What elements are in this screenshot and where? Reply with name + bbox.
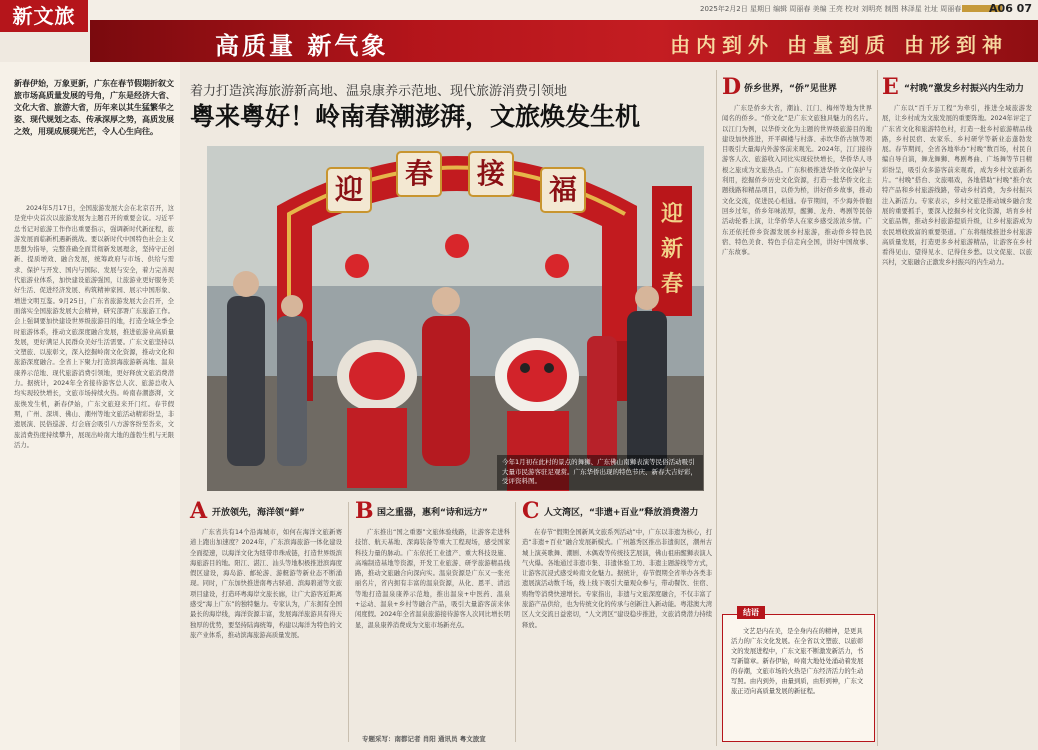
lead-intro: 新春伊始，万象更新，广东在春节假期折叙文旅市场高质量发展的号角，广东是经济大省、文化大省、旅游大省，历年来以其生猛繁华之姿、现代规划之态、传承深厚之势，高质发展之效，用现成展现光芒，令人心生向往。 [14,79,174,136]
section-body: 广东是侨乡大省，潮汕、江门、梅州等地为世界闻名的侨乡。“侨文化”是广东文旅独具魅力的名片。以江门为例，以华侨文化为主题的世界级旅游目的地建设加快推进，开平碉楼与村落、赤坎华侨古镇等项目吸引大量海内外游客前来观光。2024年，江门接待游客人次、旅游收入同比实现较快增长，华侨华人寻根之旅成为文旅热点。广东积极推进华侨文化保护与利用，挖掘侨乡历史文化资源，打造一批华侨文化主题线路和精品项目，以侨为桥，讲好侨乡故事，推动文化交流，促进民心相通。春节期间，不少海外侨胞回乡过年，侨乡年味浓厚，醒狮、龙舟、粤剧等民俗活动轮番上演，让华侨华人在家乡感受浓浓乡情。广东还依托侨乡资源发展乡村旅游，推动侨乡特色民宿、特色美食、特色手信走向全国，讲好中国故事、广东故事。 [722,105,872,257]
lead-column [0,62,180,750]
conclusion-tag: 结语 [737,606,765,619]
arch-char-4: 福 [548,173,578,206]
newspaper-logo: 新文旅 [0,0,88,32]
section-letter: A [190,498,208,524]
side-sign-char-2: 新 [660,236,684,262]
section-letter: C [522,498,540,524]
section-title: 国之重器，惠利“诗和远方” [377,508,488,518]
conclusion-box [722,614,875,742]
section-title: “村晚”激发乡村振兴内生动力 [904,84,1024,94]
section-c [522,500,712,745]
section-b [355,500,510,745]
column-divider [515,502,516,742]
column-divider [348,502,349,742]
section-body: 在春节“假期全国新风文旅系列活动”中，广东以非遗为核心，打造“非遗+百业”融合发展新模式。广州越秀区推出非遗街区，潮州古城上演英歌舞、潮剧、木偶戏等传统技艺展演，佛山祖庙醒狮表演人气火爆。各地通过非遗市集、非遗体验工坊、非遗主题游线等方式，让游客沉浸式感受岭南文化魅力。据统计，春节假期全省举办各类非遗展演活动数千场，线上线下吸引大量观众参与，带动餐饮、住宿、购物等消费快速增长。专家指出，非遗与文旅深度融合，不仅丰富了旅游产品供给，也为传统文化的传承与创新注入新动能。粤港澳大湾区人文交流日益密切，“人文湾区”建设稳步推进，文旅消费潜力持续释放。 [522,529,712,629]
section-title: 开放领先，海洋领“鲜” [212,508,305,518]
section-body: 广东省共有14个沿海城市，如何在海洋文旅新赛道上跑出加速度？2024年，广东滨海旅游一体化建设全面提速，以海洋文化为纽带串珠成链，打造世界级滨海旅游目的地。阳江、湛江、汕头等地积极推进滨海度假区建设，海岛游、邮轮游、游艇游等新业态不断涌现。同时，广东加快推进南粤古驿道、滨海碧道等文旅项目建设，打造环粤海岸文旅长廊，让广大游客近距离感受“海上广东”的独特魅力。专家认为，广东拥有全国最长的海岸线，海洋资源丰富，发展海洋旅游具有得天独厚的优势，要坚持陆海统筹，构建以海洋为特色的文旅产业体系，推动滨海旅游高质量发展。 [190,529,342,639]
arch-char-1: 迎 [334,173,364,206]
section-d [722,76,872,576]
section-e [882,76,1032,746]
section-title: 人文湾区，“非遗+百业”释放消费潜力 [544,508,699,518]
arch-char-2: 春 [404,157,434,190]
side-sign-char-1: 迎 [660,201,684,227]
main-headline: 粤来粤好！岭南春潮澎湃，文旅焕发生机 [190,102,641,131]
conclusion-text: 文艺是内在美，是全身内在的精神，是更具活力的广东文化发展。在全省以文塑旅、以旅彰文的发展进程中，广东文旅不断激发新活力，书写新篇章。新春伊始，岭南大地处处涌动着发展的春潮，文旅市场的火热是广东经济活力的生动写照。由内到外，由量到质，由形到神，广东文旅正迈向高质量发展的新征程。 [731,628,864,695]
dateline: 2025年2月2日 星期日 编辑 周丽春 美编 王亮 校对 刘明亮 制图 林泽星 社址 周丽春 [700,5,962,13]
section-letter: E [882,74,899,100]
column-divider [877,70,878,746]
section-banner [90,20,1038,62]
lion-dance-photo [207,146,704,491]
column-divider [716,70,717,746]
photo-caption: 今年1月初在此村的景点的舞狮、广东佛山南狮表演等民俗活动吸引大量市民游客驻足观赏。广东华侨出现的特色节庆、新春大吉好彩，受评资料图。 [497,455,703,490]
section-letter: B [355,498,374,524]
side-sign-char-3: 春 [660,271,684,297]
section-body: 广东以“百千万工程”为牵引，推进全域旅游发展，让乡村成为文旅发展的重要阵地。2024年评定了广东省文化和旅游特色村，打造一批乡村旅游精品线路，乡村民宿、农家乐、乡村研学等新业态蓬勃发展。春节期间，全省各地举办“村晚”数百场，村民自编自导自演，舞龙舞狮、粤剧粤曲、广场舞等节目精彩纷呈，吸引众多游客前来观看，成为乡村文旅新名片。“村晚”搭台、文旅唱戏，各地借助“村晚”推介农特产品和乡村旅游线路，带动乡村消费，为乡村振兴注入新活力。专家表示，乡村文旅是推动城乡融合发展的重要抓手，要深入挖掘乡村文化资源，培育乡村文旅品牌，推动乡村旅游提质升级，让乡村旅游成为农民增收致富的重要渠道。广东将继续推进乡村旅游高质量发展，打造更多乡村旅游精品，让游客在乡村看得见山、望得见水、记得住乡愁。以文促旅、以旅兴村，文旅融合正激发乡村振兴的内生动力。 [882,105,1032,267]
section-body: 广东推出“国之重器”文旅体验线路，让游客走进科技馆、航天基地、深海装备等重大工程现场，感受国家科技力量的脉动。广东依托工业遗产、重大科技设施、高端制造基地等资源，开发工业旅游、研学旅游精品线路，推动文旅融合向深向实。温泉资源是广东又一张亮丽名片，省内拥有丰富的温泉资源，从化、恩平、清远等地打造温泉康养示范地，推出温泉+中医药、温泉+运动、温泉+乡村等融合产品，吸引大量游客前来休闲度假。2024年全省温泉旅游接待游客人次同比增长明显，温泉康养消费成为文旅市场新亮点。 [355,529,510,629]
credits-line: 专题采写：南都记者 肖阳 通讯员 粤文旅宣 [362,735,486,743]
lead-body: 2024年5月17日，全国旅游发展大会在北京召开，这是党中央首次以旅游发展为主题召开的重要会议。习近平总书记对旅游工作作出重要指示，强调新时代新征程，旅游发展面临新机遇新挑战。要以新时代中国特色社会主义思想为指导，完整准确全面贯彻新发展理念，坚持守正创新、提质增效、融合发展，统筹政府与市场、供给与需求、保护与开发、国内与国际、发展与安全，着力完善现代旅游业体系，加快建设旅游强国，让旅游业更好服务美好生活、促进经济发展、构筑精神家园、展示中国形象、增进文明互鉴。9月25日，广东省旅游发展大会召开，全面落实全国旅游发展大会精神，研究部署广东旅游工作。会上强调要加快建设世界级旅游目的地，打造全域全季全时旅游体系，推动文旅深度融合发展，推进旅游业高质量发展，更好满足人民群众美好生活需要。广东文旅坚持以文塑旅、以旅彰文，深入挖掘岭南文化资源，推动文化和旅游深度融合。全省上下聚力打造滨海旅游新高地、温泉康养示范地、现代旅游消费引领地，更好释放文旅消费潜力。据统计，2024年全省接待游客总人次、旅游总收入均实现较快增长，文旅市场持续火热。岭南春潮澎湃，文旅焕发生机，新春伊始，广东文旅迎来开门红。春节假期，广州、深圳、佛山、潮州等地文旅活动精彩纷呈，非遗展演、民俗巡游、灯会庙会吸引八方游客纷至沓来，文旅消费热度持续攀升，展现出岭南大地的蓬勃生机与无限活力。 [14,205,174,449]
photo-illustration [207,146,704,491]
section-letter: D [722,74,742,100]
section-title: 侨乡世界，“侨”见世界 [744,84,837,94]
banner-slogan-left: 高质量 新气象 [215,31,389,60]
headline-kicker: 着力打造滨海旅游新高地、温泉康养示范地、现代旅游消费引领地 [190,84,568,99]
banner-slogan-right: 由内到外 由量到质 由形到神 [670,33,1008,57]
page-number: A06 07 [989,2,1032,15]
arch-char-3: 接 [476,157,506,190]
section-a [190,500,342,745]
